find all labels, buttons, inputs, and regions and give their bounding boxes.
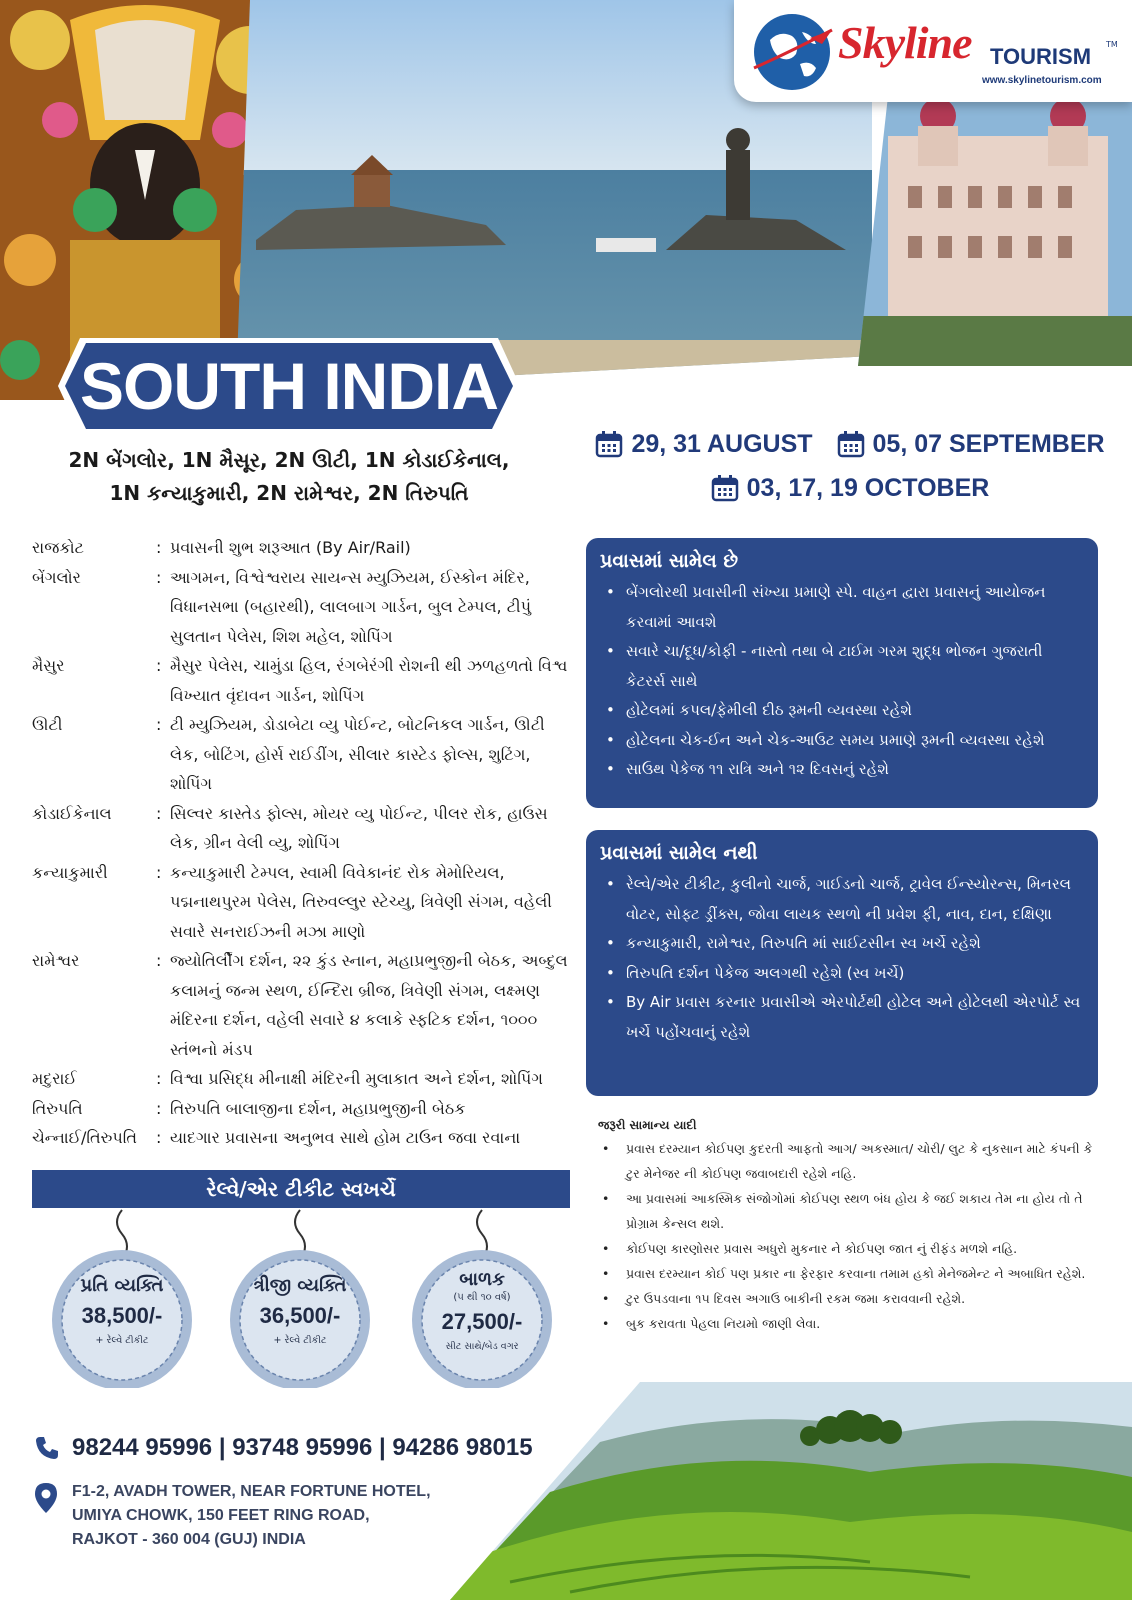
ticket-note-bar: રેલ્વે/એર ટીકીટ સ્વખર્ચે — [32, 1170, 570, 1208]
list-item: • બેંગલોરથી પ્રવાસીની સંખ્યા પ્રમાણે સ્પે. વાહન દ્વારા પ્રવાસનું આયોજન કરવામાં આવશે — [600, 578, 1084, 637]
brand-trademark: TM — [1106, 40, 1118, 49]
itinerary-place: કન્યાકુમારી — [32, 862, 108, 882]
price-value: 36,500/- — [259, 1303, 341, 1328]
price-label: પ્રતિ વ્યક્તિ — [80, 1275, 164, 1296]
itinerary-place: ઊટી — [32, 715, 63, 734]
itinerary-row: ચેન્નાઈ/તિરુપતિ : યાદગાર પ્રવાસના અનુભવ સાથે હોમ ટાઉન જવા રવાના — [32, 1123, 570, 1153]
price-value: 38,500/- — [81, 1303, 163, 1328]
date-october — [711, 474, 990, 503]
itinerary-row: ઊટી : ટી મ્યુઝિયમ, ડોડાબેટા વ્યુ પોઈન્ટ, બોટનિકલ ગાર્ડન, ઊટી લેક, બોટિંગ, હોર્સ રાઈડીંગ, સીલાર કાસ્ટેડ ફોલ્સ, શુટિંગ, શોપિંગ — [32, 710, 570, 799]
phone-numbers[interactable]: 98244 95996 | 93748 95996 | 94286 98015 — [72, 1434, 533, 1461]
included-box — [586, 538, 1098, 808]
list-item: • પ્રવાસ દરમ્યાન કોઈપણ કુદરતી આફતો આગ/ અકસ્માત/ ચોરી/ લુટ કે નુકસાન માટે કંપની કે ટુર મેનેજર ની કોઈપણ જવાબદારી રહેશે નહિ. — [598, 1136, 1098, 1186]
excluded-title: પ્રવાસમાં સામેલ નથી — [600, 842, 758, 864]
mysore-palace-photo — [858, 96, 1132, 366]
address-line: UMIYA CHOWK, 150 FEET RING ROAD, — [72, 1507, 370, 1524]
summary-line-1: 2N બેંગલોર, 1N મૈસૂર, 2N ઊટી, 1N કોડાઈકેનાલ, — [68, 448, 510, 472]
globe-icon — [750, 10, 834, 94]
brand-suffix: TOURISM — [990, 44, 1092, 69]
price-age-range: (૫ થી ૧૦ વર્ષ) — [453, 1292, 511, 1303]
itinerary-desc: વિશ્વા પ્રસિદ્ધ મીનાક્ષી મંદિરની મુલાકાત અને દર્શન, શોપિંગ — [170, 1069, 543, 1088]
price-value: 27,500/- — [441, 1309, 523, 1334]
itinerary-desc: યાદગાર પ્રવાસના અનુભવ સાથે હોમ ટાઉન જવા રવાના — [170, 1128, 521, 1147]
list-item: • કોઈપણ કારણોસર પ્રવાસ અધુરો મુકનાર ને કોઈપણ જાત નું રીફંડ મળશે નહિ. — [598, 1236, 1098, 1261]
itinerary-desc: કન્યાકુમારી ટેમ્પલ, સ્વામી વિવેકાનંદ રોક મેમોરિયલ, પદ્મનાથપુરમ પેલેસ, તિરુવલ્લુર સ્ટેચ્યુ, ત્રિવેણી સંગમ, વહેલી સવારે સનરાઈઝની મઝા માણો — [170, 862, 552, 941]
itinerary-desc: આગમન, વિશ્વેશ્વરાય સાયન્સ મ્યુઝિયમ, ઈસ્કોન મંદિર, વિધાનસભા (બહારથી), લાલબાગ ગાર્ડન, બુલ ટેમ્પલ, ટીપું સુલતાન પેલેસ, શિશ મહેલ, શોપિંગ — [170, 567, 531, 646]
itinerary-row: કોડાઈકેનાલ : સિલ્વર કાસ્તેડ ફોલ્સ, મોયર વ્યુ પોઈન્ટ, પીલર રોક, હાઉસ લેક, ગ્રીન વેલી વ્યુ, શોપિંગ — [32, 799, 570, 858]
date-august — [595, 430, 812, 459]
phone-contact[interactable] — [34, 1434, 533, 1462]
calendar-icon — [711, 474, 739, 502]
included-title: પ્રવાસમાં સામેલ છે — [600, 550, 739, 572]
list-item: • સાઉથ પેકેજ ૧૧ રાત્રિ અને ૧૨ દિવસનું રહેશે — [600, 755, 1084, 785]
itinerary-place: તિરુપતિ — [32, 1098, 83, 1118]
itinerary-place: મૈસુર — [32, 656, 65, 675]
list-item: • હોટેલમાં કપલ/ફેમીલી દીઠ રૂમની વ્યવસ્થા રહેશે — [600, 696, 1084, 726]
address-line: RAJKOT - 360 004 (GUJ) INDIA — [72, 1531, 306, 1548]
date-september — [837, 430, 1105, 459]
departure-dates — [580, 422, 1120, 510]
list-item: • બુક કરાવતા પેહલા નિયમો જાણી લેવા. — [598, 1311, 1098, 1336]
brand-name: Skyline — [838, 17, 972, 68]
date-label: 03, 17, 19 OCTOBER — [746, 473, 990, 502]
title-banner — [58, 338, 520, 434]
price-tag-third-person — [220, 1208, 380, 1388]
price-note: + રેલ્વે ટીકીટ — [273, 1335, 327, 1346]
itinerary-place: રામેશ્વર — [32, 951, 80, 970]
price-label: બાળક — [459, 1269, 505, 1290]
itinerary-row: તિરુપતિ : તિરુપતિ બાલાજીના દર્શન, મહાપ્રભુજીની બેઠક — [32, 1094, 570, 1124]
itinerary-place: બેંગલોર — [32, 567, 81, 587]
itinerary-row: બેંગલોર : આગમન, વિશ્વેશ્વરાય સાયન્સ મ્યુઝિયમ, ઈસ્કોન મંદિર, વિધાનસભા (બહારથી), લાલબાગ ગાર્ડન, બુલ ટેમ્પલ, ટીપું સુલતાન પેલેસ, શિશ મહેલ, શોપિંગ — [32, 563, 570, 652]
list-item: • કન્યાકુમારી, રામેશ્વર, તિરુપતિ માં સાઈટસીન સ્વ ખર્ચે રહેશે — [600, 929, 1084, 959]
itinerary-row: કન્યાકુમારી : કન્યાકુમારી ટેમ્પલ, સ્વામી વિવેકાનંદ રોક મેમોરિયલ, પદ્મનાથપુરમ પેલેસ, તિરુવલ્લુર સ્ટેચ્યુ, ત્રિવેણી સંગમ, વહેલી સવારે સનરાઈઝની મઝા માણો — [32, 858, 570, 947]
price-label: ત્રીજી વ્યક્તિ — [253, 1275, 347, 1296]
itinerary-row: મદુરાઈ : વિશ્વા પ્રસિદ્ધ મીનાક્ષી મંદિરની મુલાકાત અને દર્શન, શોપિંગ — [32, 1064, 570, 1094]
location-pin-icon — [34, 1482, 58, 1514]
tour-nights-summary — [24, 444, 554, 510]
price-note: સીટ સાથે/બેડ વગર — [445, 1341, 519, 1352]
list-item: • પ્રવાસ દરમ્યાન કોઈ પણ પ્રકાર ના ફેરફાર કરવાના તમામ હકો મેનેજમેન્ટ ને અબાધિત રહેશે. — [598, 1261, 1098, 1286]
list-item: • આ પ્રવાસમાં આકસ્મિક સંજોગોમાં કોઈપણ સ્થળ બંધ હોય કે જઈ શકાય તેમ ના હોય તો તે પ્રોગ્રામ કેન્સલ થશે. — [598, 1186, 1098, 1236]
itinerary-desc: સિલ્વર કાસ્તેડ ફોલ્સ, મોયર વ્યુ પોઈન્ટ, પીલર રોક, હાઉસ લેક, ગ્રીન વેલી વ્યુ, શોપિંગ — [170, 803, 548, 852]
date-label: 05, 07 SEPTEMBER — [872, 429, 1105, 458]
itinerary-place: મદુરાઈ — [32, 1069, 77, 1088]
summary-line-2: 1N કન્યાકુમારી, 2N રામેશ્વર, 2N તિરુપતિ — [109, 481, 469, 505]
itinerary-desc: જ્યોતિર્લીંગ દર્શન, ૨૨ કુંડ સ્નાન, મહાપ્રભુજીની બેઠક, અબ્દુલ કલામનું જન્મ સ્થળ, ઈન્દિરા બ્રીજ, ત્રિવેણી સંગમ, લક્ષ્મણ મંદિરના દર્શન, વહેલી સવારે ૪ કલાકે સ્ફટિક દર્શન, ૧૦૦૦ સ્તંભનો મંડપ — [170, 951, 568, 1059]
list-item: • સવારે ચા/દૂધ/કોફી - નાસ્તો તથા બે ટાઈમ ગરમ શુદ્ધ ભોજન ગુજરાતી કેટરર્સ સાથે — [600, 637, 1084, 696]
itinerary-desc: ટી મ્યુઝિયમ, ડોડાબેટા વ્યુ પોઈન્ટ, બોટનિકલ ગાર્ડન, ઊટી લેક, બોટિંગ, હોર્સ રાઈડીંગ, સીલાર કાસ્ટેડ ફોલ્સ, શુટિંગ, શોપિંગ — [170, 715, 545, 793]
itinerary-desc: પ્રવાસની શુભ શરૂઆત (By Air/Rail) — [170, 538, 411, 557]
price-tag-child — [402, 1208, 562, 1388]
list-item: • તિરુપતિ દર્શન પેકેજ અલગથી રહેશે (સ્વ ખર્ચે) — [600, 959, 1084, 989]
notes-title: જરૂરી સામાન્ય યાદી — [598, 1118, 697, 1132]
itinerary-desc: મૈસુર પેલેસ, ચામુંડા હિલ, રંગબેરંગી રોશની થી ઝળહળતો વિશ્વ વિખ્યાત વૃંદાવન ગાર્ડન, શોપિંગ — [170, 656, 568, 705]
itinerary-place: ચેન્નાઈ/તિરુપતિ — [32, 1128, 137, 1147]
list-item: • હોટેલના ચેક-ઈન અને ચેક-આઉટ સમય પ્રમાણે રૂમની વ્યવસ્થા રહેશે — [600, 726, 1084, 756]
brand-logo[interactable] — [734, 0, 1132, 102]
itinerary-row: મૈસુર : મૈસુર પેલેસ, ચામુંડા હિલ, રંગબેરંગી રોશની થી ઝળહળતો વિશ્વ વિખ્યાત વૃંદાવન ગાર્ડન, શોપિંગ — [32, 651, 570, 710]
tea-hills-photo — [450, 1382, 1132, 1600]
excluded-box — [586, 830, 1098, 1096]
date-label: 29, 31 AUGUST — [631, 429, 813, 458]
itinerary-row: રામેશ્વર : જ્યોતિર્લીંગ દર્શન, ૨૨ કુંડ સ્નાન, મહાપ્રભુજીની બેઠક, અબ્દુલ કલામનું જન્મ સ્થળ, ઈન્દિરા બ્રીજ, ત્રિવેણી સંગમ, લક્ષ્મણ મંદિરના દર્શન, વહેલી સવારે ૪ કલાકે સ્ફટિક દર્શન, ૧૦૦૦ સ્તંભનો મંડપ — [32, 946, 570, 1064]
itinerary-desc: તિરુપતિ બાલાજીના દર્શન, મહાપ્રભુજીની બેઠક — [170, 1098, 466, 1118]
list-item: • રેલ્વે/એર ટીકીટ, કુલીનો ચાર્જ, ગાઈડનો ચાર્જ, ટ્રાવેલ ઈન્સ્યોરન્સ, મિનરલ વોટર, સોફ્ટ ડ્રીંક્સ, જોવા લાયક સ્થળો ની પ્રવેશ ફી, નાવ, દાન, દક્ષિણા — [600, 870, 1084, 929]
address-contact — [34, 1480, 431, 1552]
page-title: SOUTH INDIA — [80, 349, 498, 423]
calendar-icon — [837, 430, 865, 458]
itinerary-place: રાજકોટ — [32, 538, 84, 557]
calendar-icon — [595, 430, 623, 458]
price-note: + રેલ્વે ટીકીટ — [95, 1335, 149, 1346]
itinerary-row: રાજકોટ : પ્રવાસની શુભ શરૂઆત (By Air/Rail) — [32, 533, 570, 563]
important-notes — [598, 1118, 1098, 1336]
list-item: • ટુર ઉપડવાના ૧૫ દિવસ અગાઉ બાકીની રકમ જમા કરાવવાની રહેશે. — [598, 1286, 1098, 1311]
list-item: • By Air પ્રવાસ કરનાર પ્રવાસીએ એરપોર્ટથી હોટેલ અને હોટેલથી એરપોર્ટ સ્વ ખર્ચે પહોંચવાનું રહેશે — [600, 988, 1084, 1047]
phone-icon — [34, 1435, 60, 1461]
itinerary-list — [32, 533, 570, 1153]
address — [72, 1480, 431, 1552]
address-line: F1-2, AVADH TOWER, NEAR FORTUNE HOTEL, — [72, 1483, 431, 1500]
price-tag-per-person — [42, 1208, 202, 1388]
itinerary-place: કોડાઈકેનાલ — [32, 803, 112, 823]
brand-website: www.skylinetourism.com — [982, 75, 1102, 86]
